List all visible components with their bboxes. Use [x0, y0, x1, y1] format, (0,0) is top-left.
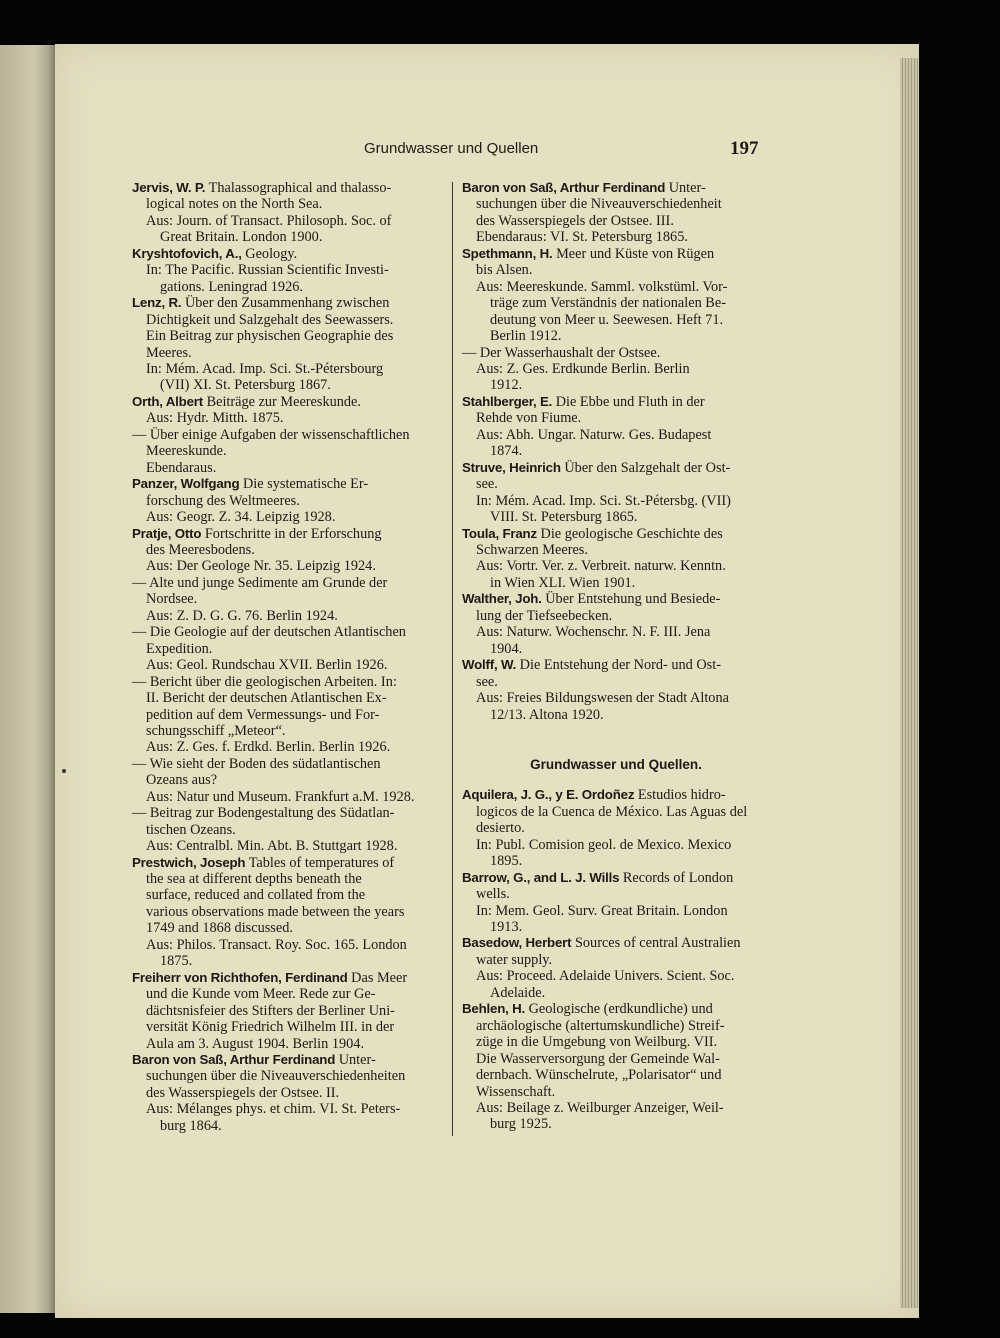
entry-title-line: see. [476, 476, 498, 493]
entry-source-line: 1895. [490, 853, 523, 870]
entry-title-line: Meer und Küste von Rügen [556, 245, 715, 262]
entry-title-line: Ein Beitrag zur physischen Geographie des [146, 328, 394, 345]
entry-author: Spethmann, H. [462, 245, 553, 261]
entry-source-line: 1912. [490, 377, 523, 394]
entry-source-line: (VII) XI. St. Petersburg 1867. [160, 377, 331, 394]
entry-source-line: Aus: Geol. Rundschau XVII. Berlin 1926. [146, 657, 388, 674]
entry-source-line: 1904. [490, 640, 523, 657]
entry-author: Struve, Heinrich [462, 459, 561, 475]
bibliography-entry [132, 575, 440, 624]
entry-first-line [462, 787, 770, 803]
entry-first-line [132, 526, 440, 542]
entry-source-line: Aus: Hydr. Mitth. 1875. [146, 410, 284, 427]
entry-source-line: Aus: Meereskunde. Samml. volkstüml. Vor- [476, 278, 728, 295]
entry-title-line: Über den Salzgehalt der Ost- [564, 459, 731, 476]
entry-first-line [132, 295, 440, 311]
entry-author: Prestwich, Joseph [132, 854, 246, 870]
entry-title-line: Fortschritte in der Erforschung [204, 525, 382, 542]
entry-author: Panzer, Wolfgang [132, 476, 240, 492]
entry-title-line: Schwarzen Meeres. [476, 541, 588, 558]
entry-author: Pratje, Otto [132, 525, 202, 541]
entry-first-line [462, 935, 770, 951]
bibliography-entry [462, 657, 770, 723]
entry-source-line: Aus: Freies Bildungswesen der Stadt Altona [476, 690, 729, 707]
entry-source-line: Great Britain. London 1900. [160, 229, 323, 246]
entry-title-line: und die Kunde vom Meer. Rede zur Ge- [146, 986, 376, 1003]
entry-title-line: Unter- [338, 1052, 376, 1069]
bibliography-entry [132, 476, 440, 525]
entry-source-line: Aus: Philos. Transact. Roy. Soc. 165. London [146, 936, 407, 953]
entry-title-line: des Wasserspiegels der Ostsee. II. [146, 1084, 340, 1101]
entry-title-line: Nordsee. [146, 591, 198, 608]
entry-title-line: Rehde von Fiume. [476, 410, 582, 427]
entry-title-line: versität König Friedrich Wilhelm III. in der [146, 1019, 395, 1036]
entry-title-line: wells. [476, 886, 510, 903]
entry-title-line: — Bericht über die geologischen Arbeiten. In: [132, 673, 397, 690]
entry-source-line: deutung von Meer u. Seewesen. Heft 71. [490, 311, 724, 328]
entry-author: Walther, Joh. [462, 591, 542, 607]
page-number: 197 [730, 138, 759, 159]
bibliography-entry [462, 1001, 770, 1133]
bibliography-entry [462, 345, 770, 394]
column-divider [452, 182, 453, 1136]
entry-title-line: II. Bericht der deutschen Atlantischen Ex- [146, 690, 387, 707]
page-stack-edge [900, 58, 918, 1308]
entry-title-line: Sources of central Australien [574, 935, 741, 952]
entry-title-line: various observations made between the years [146, 903, 405, 920]
entry-source-line: Adelaide. [490, 984, 546, 1001]
entry-source-line: In: Mém. Acad. Imp. Sci. St.-Pétersbourg [146, 360, 384, 377]
entry-title-line: Aula am 3. August 1904. Berlin 1904. [146, 1035, 365, 1052]
entry-author: Orth, Albert [132, 393, 203, 409]
entry-first-line [132, 1052, 440, 1068]
left-column [132, 180, 440, 1134]
entry-title-line: Meeres. [146, 344, 192, 361]
section-heading: Grundwasser und Quellen. [530, 756, 702, 772]
entry-title-line: Meereskunde. [146, 443, 227, 460]
right-entries [462, 180, 770, 723]
entry-author: Jervis, W. P. [132, 180, 206, 195]
bibliography-entry [132, 970, 440, 1052]
entry-first-line [132, 394, 440, 410]
entry-title-line: Die systematische Er- [242, 476, 369, 493]
entry-author: Barrow, G., and L. J. Wills [462, 869, 620, 885]
entry-title-line: Geologische (erdkundliche) und [528, 1001, 713, 1018]
entry-first-line [132, 674, 440, 690]
entry-first-line [462, 180, 770, 196]
entry-title-line: archäologische (altertumskundliche) Streif- [476, 1017, 725, 1034]
entry-title-line: lung der Tiefseebecken. [476, 607, 613, 624]
entry-title-line: Estudios hidro- [637, 787, 726, 804]
running-head: Grundwasser und Quellen [364, 140, 539, 157]
entry-title-line: dächtsnisfeier des Stifters der Berliner Uni- [146, 1002, 395, 1019]
entry-title-line: — Alte und junge Sedimente am Grunde der [132, 574, 388, 591]
entry-title-line: bis Alsen. [476, 262, 533, 279]
entry-first-line [132, 575, 440, 591]
entry-source-line: In: The Pacific. Russian Scientific Investi- [146, 262, 389, 279]
entry-title-line: züge in die Umgebung von Weilburg. VII. [476, 1034, 718, 1051]
entry-source-line: Aus: Beilage z. Weilburger Anzeiger, Weil- [476, 1100, 724, 1117]
bibliography-entry [132, 624, 440, 673]
bibliography-entry [462, 870, 770, 936]
entry-title-line: dernbach. Wünschelrute, „Polarisator“ und [476, 1067, 722, 1084]
entry-author: Wolff, W. [462, 657, 517, 673]
entry-title-line: logical notes on the North Sea. [146, 196, 323, 213]
entry-title-line: Die geologische Geschichte des [540, 525, 723, 542]
entry-source-line: Ebendaraus: VI. St. Petersburg 1865. [476, 229, 688, 246]
entry-title-line: Über Entstehung und Besiede- [545, 591, 721, 608]
entry-title-line: — Der Wasserhaushalt der Ostsee. [462, 344, 661, 361]
margin-dot [62, 769, 66, 773]
entry-source-line: burg 1925. [490, 1116, 552, 1133]
entry-title-line: des Wasserspiegels der Ostsee. III. [476, 212, 674, 229]
entry-author: Behlen, H. [462, 1001, 526, 1017]
bibliography-entry [462, 180, 770, 246]
entry-source-line: 12/13. Altona 1920. [490, 706, 604, 723]
bibliography-entry [132, 756, 440, 805]
entry-title-line: Das Meer [351, 969, 408, 986]
entry-source-line: Aus: Vortr. Ver. z. Verbreit. naturw. Kenntn. [476, 558, 726, 575]
bibliography-entry [462, 591, 770, 657]
entry-first-line [132, 805, 440, 821]
entry-source-line: VIII. St. Petersburg 1865. [490, 509, 638, 526]
entry-title-line: des Meeresbodens. [146, 541, 255, 558]
bibliography-entry [132, 805, 440, 854]
entry-source-line: Aus: Geogr. Z. 34. Leipzig 1928. [146, 509, 336, 526]
entry-first-line [462, 460, 770, 476]
entry-title-line: tischen Ozeans. [146, 821, 236, 838]
entry-first-line [462, 345, 770, 361]
entry-source-line: 1913. [490, 919, 523, 936]
entry-title-line: surface, reduced and collated from the [146, 887, 366, 904]
entry-title-line: pedition auf dem Vermessungs- und For- [146, 706, 380, 723]
entry-first-line [132, 427, 440, 443]
entry-source-line: 1874. [490, 443, 523, 460]
entry-source-line: gations. Leningrad 1926. [160, 278, 303, 295]
entry-source-line: In: Mem. Geol. Surv. Great Britain. London [476, 902, 728, 919]
entry-title-line: Expedition. [146, 640, 213, 657]
entry-first-line [462, 1001, 770, 1017]
right-column [462, 180, 770, 1133]
entry-source-line: burg 1864. [160, 1117, 222, 1134]
entry-source-line: Aus: Naturw. Wochenschr. N. F. III. Jena [476, 624, 711, 641]
entry-title-line: Records of London [622, 869, 734, 886]
entry-first-line [462, 870, 770, 886]
entry-first-line [132, 756, 440, 772]
entry-title-line: Über den Zusammenhang zwischen [184, 295, 390, 312]
entry-source-line: Ebendaraus. [146, 459, 217, 476]
bibliography-entry [462, 935, 770, 1001]
entry-source-line: Aus: Der Geologe Nr. 35. Leipzig 1924. [146, 558, 376, 575]
entry-title-line: Die Ebbe und Fluth in der [555, 393, 705, 410]
entry-first-line [132, 476, 440, 492]
section-entries [462, 787, 770, 1133]
entry-title-line: Unter- [668, 180, 706, 196]
entry-first-line [462, 246, 770, 262]
entry-title-line: Ozeans aus? [146, 772, 218, 789]
bibliography-entry [132, 180, 440, 246]
entry-author: Aquilera, J. G., y E. Ordoñez [462, 787, 635, 803]
bibliography-entry [132, 427, 440, 476]
entry-source-line: 1875. [160, 953, 193, 970]
entry-title-line: Wissenschaft. [476, 1083, 556, 1100]
entry-title-line: the sea at different depths beneath the [146, 871, 362, 888]
entry-source-line: Berlin 1912. [490, 328, 562, 345]
entry-first-line [132, 970, 440, 986]
bibliography-entry [132, 394, 440, 427]
bibliography-entry [132, 526, 440, 575]
entry-title-line: — Wie sieht der Boden des südatlantischen [132, 755, 381, 772]
bibliography-entry [132, 246, 440, 295]
entry-title-line: — Beitrag zur Bodengestaltung des Südatlan- [132, 805, 395, 822]
entry-first-line [132, 246, 440, 262]
entry-title-line: Beiträge zur Meereskunde. [206, 393, 361, 410]
entry-title-line: Die Wasserversorgung der Gemeinde Wal- [476, 1050, 720, 1067]
entry-title-line: forschung des Weltmeeres. [146, 492, 300, 509]
entry-author: Lenz, R. [132, 295, 182, 311]
entry-title-line: Die Entstehung der Nord- und Ost- [519, 657, 721, 674]
entry-title-line: logicos de la Cuenca de México. Las Aguas del [476, 803, 748, 820]
bibliography-entry [462, 526, 770, 592]
entry-author: Toula, Franz [462, 525, 537, 541]
entry-title-line: schungsschiff „Meteor“. [146, 722, 286, 739]
entry-author: Baron von Saß, Arthur Ferdinand [462, 180, 666, 195]
entry-source-line: Aus: Journ. of Transact. Philosoph. Soc. of [146, 212, 392, 229]
entry-source-line: Aus: Centralbl. Min. Abt. B. Stuttgart 1928. [146, 838, 398, 855]
facing-page-edge [0, 45, 62, 1313]
bibliography-entry [462, 394, 770, 460]
entry-source-line: In: Publ. Comision geol. de Mexico. Mexico [476, 836, 732, 853]
bibliography-entry [132, 295, 440, 394]
entry-author: Kryshtofovich, A., [132, 245, 242, 261]
bibliography-entry [462, 787, 770, 869]
entry-title-line: desierto. [476, 820, 525, 837]
entry-title-line: suchungen über die Niveauverschiedenheiten [146, 1068, 406, 1085]
entry-source-line: Aus: Mélanges phys. et chim. VI. St. Peters- [146, 1101, 401, 1118]
entry-title-line: see. [476, 673, 498, 690]
entry-source-line: Aus: Z. Ges. f. Erdkd. Berlin. Berlin 1926. [146, 739, 391, 756]
entry-first-line [132, 855, 440, 871]
entry-source-line: Aus: Z. Ges. Erdkunde Berlin. Berlin [476, 360, 690, 377]
entry-first-line [462, 526, 770, 542]
entry-author: Baron von Saß, Arthur Ferdinand [132, 1052, 336, 1068]
entry-title-line: suchungen über die Niveauverschiedenheit [476, 196, 722, 213]
bibliography-entry [462, 246, 770, 345]
bibliography-entry [132, 1052, 440, 1134]
entry-title-line: Thalassographical and thalasso- [208, 180, 392, 196]
bibliography-entry [132, 674, 440, 756]
entry-author: Freiherr von Richthofen, Ferdinand [132, 969, 348, 985]
entry-first-line [132, 624, 440, 640]
entry-title-line: 1749 and 1868 discussed. [146, 920, 293, 937]
entry-source-line: Aus: Z. D. G. G. 76. Berlin 1924. [146, 607, 338, 624]
entry-source-line: In: Mém. Acad. Imp. Sci. St.-Pétersbg. (VII) [476, 492, 731, 509]
entry-first-line [462, 591, 770, 607]
entry-first-line [132, 180, 440, 196]
entry-source-line: Aus: Abh. Ungar. Naturw. Ges. Budapest [476, 426, 712, 443]
entry-source-line: träge zum Verständnis der nationalen Be- [490, 295, 726, 312]
bibliography-entry [462, 460, 770, 526]
entry-title-line: — Die Geologie auf der deutschen Atlantischen [132, 624, 406, 641]
entry-title-line: Geology. [245, 245, 298, 262]
entry-source-line: Aus: Proceed. Adelaide Univers. Scient. Soc. [476, 968, 735, 985]
entry-title-line: Tables of temperatures of [248, 854, 395, 871]
entry-title-line: Dichtigkeit und Salzgehalt des Seewassers. [146, 311, 394, 328]
entry-title-line: water supply. [476, 951, 553, 968]
entry-title-line: — Über einige Aufgaben der wissenschaftlichen [132, 426, 410, 443]
entry-first-line [462, 657, 770, 673]
entry-author: Basedow, Herbert [462, 935, 572, 951]
entry-source-line: Aus: Natur und Museum. Frankfurt a.M. 1928. [146, 788, 415, 805]
bibliography-entry [132, 855, 440, 970]
entry-author: Stahlberger, E. [462, 393, 553, 409]
entry-source-line: in Wien XLI. Wien 1901. [490, 574, 636, 591]
entry-first-line [462, 394, 770, 410]
